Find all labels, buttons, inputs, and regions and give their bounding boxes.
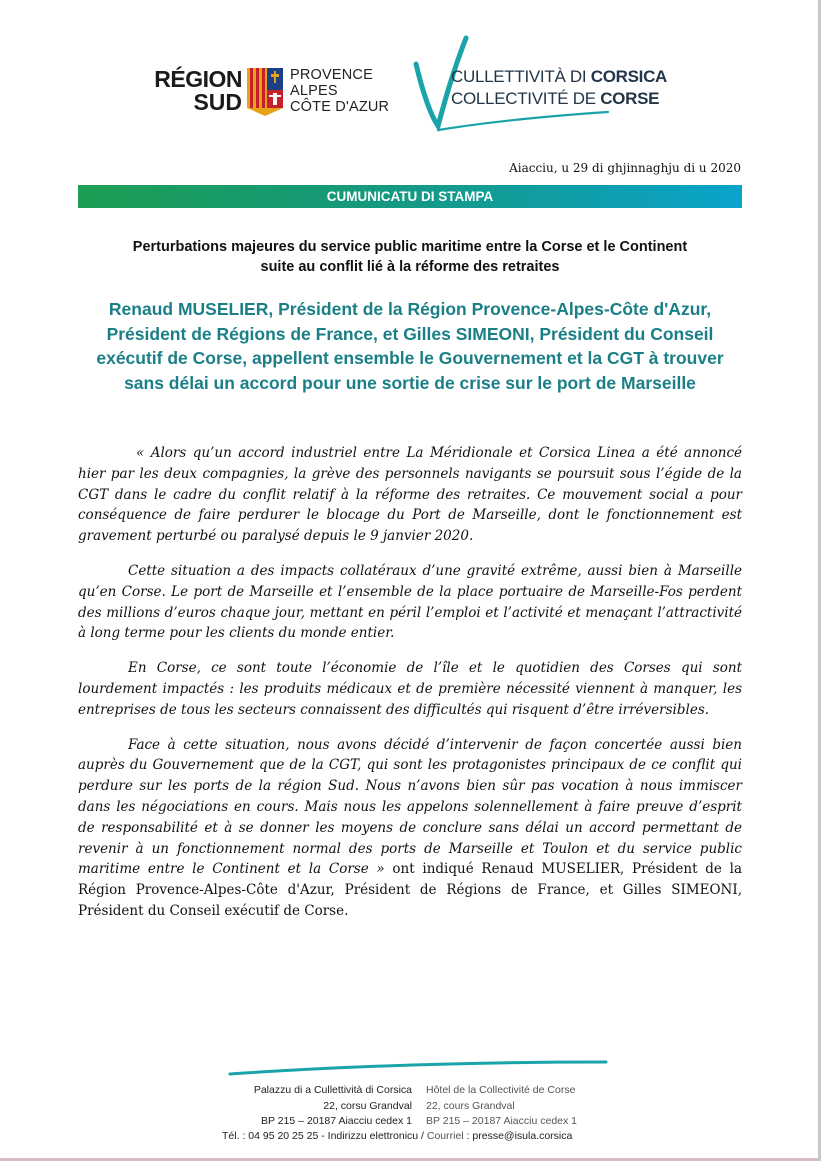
body-paragraph-1: « Alors qu’un accord industriel entre La Méridionale et Corsica Linea a été annoncé hier par les deux compagnies, la grève des personnels navigants se poursuit sous l’égide de la CGT dans le cadre du conflit relatif à la réforme des retraites. Ce mouvement social a pour conséquence de faire perdurer le blocage du Port de Marseille, dont le fonctionnement est gravement perturbé ou paralysé depuis le 9 janvier 2020. xyxy=(78,445,742,545)
footer-contact-email: : presse@isula.corsica xyxy=(463,1130,573,1142)
document-body xyxy=(78,443,742,936)
logo-cullettivita-line: CULLETTIVITÀ DI CORSICA xyxy=(451,67,668,86)
press-release-banner: CUMUNICATU DI STAMPA xyxy=(78,185,742,208)
footer-right-line-2: 22, cours Grandval xyxy=(426,1099,515,1112)
footer-contact-courriel: Courriel xyxy=(426,1130,464,1142)
logo-region-word: RÉGION xyxy=(154,66,242,92)
logo-collectivite-line: COLLECTIVITÉ DE CORSE xyxy=(451,89,660,108)
quote-text: Face à cette situation, nous avons décidé d’intervenir de façon concertée aussi bien auprès du Gouvernement que de la CGT, qui sont les protagonistes principaux de ce conflit qui perdure sur les ports de la région Sud. Nous n’avons bien sûr pas vocation à nous immiscer dans les négociations en cours. Mais nous les appelons solennellement à faire preuve d’esprit de responsabilité et à se donner les moyens de conclure sans délai un accord permettant de revenir à un fonctionnement normal des ports de Marseille et Toulon et du service public maritime entre le Continent et la Corse » xyxy=(78,736,742,878)
footer-contact xyxy=(222,1130,572,1142)
logo-cote-azur-text: CÔTE D'AZUR xyxy=(290,99,390,115)
headline-line-2: Président de Régions de France, et Gilles SIMEONI, Président du Conseil xyxy=(106,323,714,344)
footer-swoosh-divider xyxy=(228,1060,608,1076)
document-subtitle xyxy=(78,237,742,277)
footer-address-french xyxy=(426,1083,577,1130)
body-paragraph-4 xyxy=(78,735,742,922)
footer-left-line-1: Palazzu di a Cullettività di Corsica xyxy=(253,1084,412,1096)
attribution-text: ont indiqué Renaud MUSELIER, Président de la Région Provence-Alpes-Côte d'Azur, Président de Régions de France, et Gilles SIMEONI, Président du Conseil exécutif de Corse. xyxy=(78,861,742,919)
footer-right-line-3: BP 215 – 20187 Aiacciu cedex 1 xyxy=(426,1115,578,1127)
footer-address-corsican xyxy=(254,1083,412,1130)
body-paragraph-2: Cette situation a des impacts collatéraux d’une gravité extrême, aussi bien à Marseille qu’en Corse. Le port de Marseille et l’ensemble de la place portuaire de Marseille-Fos perdent des millions d’euros chaque jour, mettant en péril l’emploi et l’activité et menaçant l’attractivité à long terme pour les clients du monde entier. xyxy=(78,562,742,642)
body-paragraph-3: En Corse, ce sont toute l’économie de l’île et le quotidien des Corses qui sont lourdement impactés : les produits médicaux et de première nécessité viennent à manquer, les entreprises de tous les secteurs connaissent des difficultés qui risquent d’être irréversibles. xyxy=(78,660,742,718)
footer-left-line-3: BP 215 – 20187 Aiacciu cedex 1 xyxy=(260,1115,412,1127)
headline-line-1: Renaud MUSELIER, Président de la Région Provence-Alpes-Côte d'Azur, xyxy=(108,299,712,319)
logo-alpes-text: ALPES xyxy=(290,83,338,99)
region-sud-logo xyxy=(146,66,396,126)
region-shield-icon xyxy=(247,68,283,116)
document-date: Aiacciu, u 29 di ghjinnaghju di u 2020 xyxy=(509,161,741,175)
subtitle-line-1: Perturbations majeures du service public maritime entre la Corse et le Continent xyxy=(132,239,688,255)
logo-sud-word: SUD xyxy=(193,89,242,115)
document-headline xyxy=(78,297,742,395)
subtitle-line-2: suite au conflit lié à la réforme des retraites xyxy=(260,259,560,275)
collectivite-corse-logo xyxy=(408,34,668,134)
footer-contact-phone: Tél. : 04 95 20 25 25 - Indirizzu elettronicu / xyxy=(222,1130,427,1142)
headline-line-4: sans délai un accord pour une sortie de crise sur le port de Marseille xyxy=(124,372,696,393)
footer-right-line-1: Hôtel de la Collectivité de Corse xyxy=(426,1084,576,1096)
logo-provence-text: PROVENCE xyxy=(290,67,373,83)
headline-line-3: exécutif de Corse, appellent ensemble le Gouvernement et la CGT à trouver xyxy=(96,348,724,368)
footer-left-line-2: 22, corsu Grandval xyxy=(323,1099,412,1112)
